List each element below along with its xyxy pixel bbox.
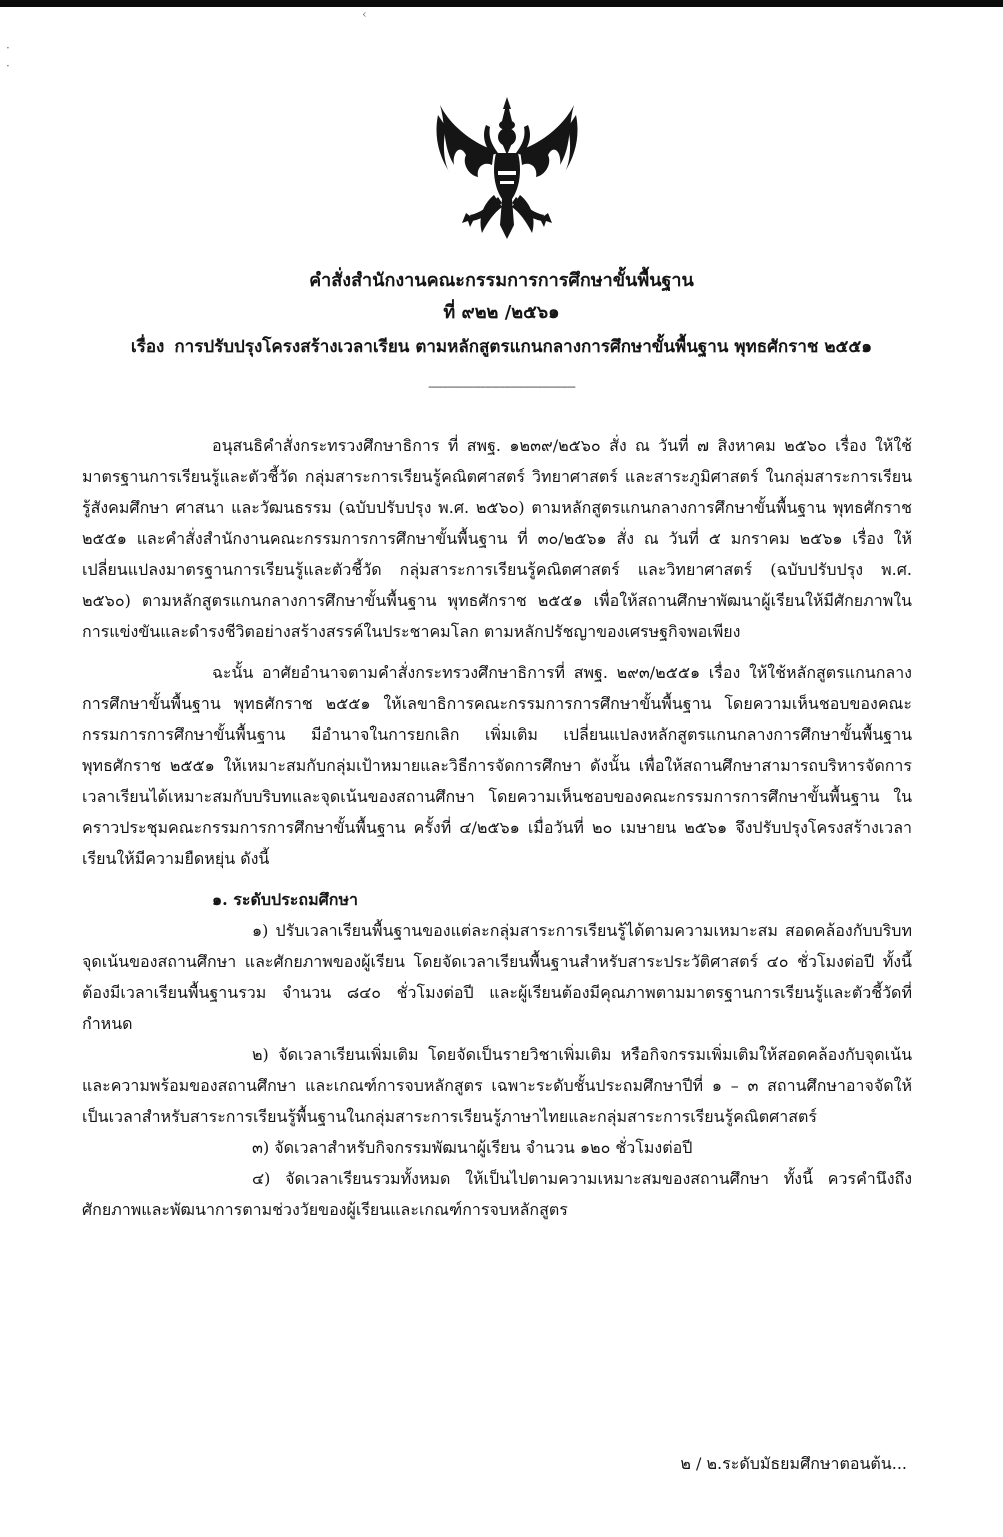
scan-artifact-mark: ‹ <box>362 7 367 21</box>
section-1-item-3: ๓) จัดเวลาสำหรับกิจกรรมพัฒนาผู้เรียน จำนวน ๑๒๐ ชั่วโมงต่อปี <box>252 1138 693 1157</box>
scan-artifact-dot: · <box>6 41 10 55</box>
body-paragraph-2: ฉะนั้น อาศัยอำนาจตามคำสั่งกระทรวงศึกษาธิการที่ สพฐ. ๒๙๓/๒๕๕๑ เรื่อง ให้ใช้หลักสูตรแกนกลางการศึกษาขั้นพื้นฐาน พุทธศักราช ๒๕๕๑ ให้เลขาธิการคณะกรรมการการศึกษาขั้นพื้นฐาน โดยความเห็นชอบของคณะกรรมการการศึกษาขั้นพื้นฐาน มีอำนาจในการยกเลิก เพิ่มเติม เปลี่ยนแปลงหลักสูตรแกนกลางการศึกษาขั้นพื้นฐาน พุทธศักราช ๒๕๕๑ ให้เหมาะสมกับกลุ่มเป้าหมายและวิธีการจัดการศึกษา ดังนั้น เพื่อให้สถานศึกษาสามารถบริหารจัดการเวลาเรียนได้เหมาะสมกับบริบทและจุดเน้นของสถานศึกษา โดยความเห็นชอบของคณะกรรมการการศึกษาขั้นพื้นฐาน ในคราวประชุมคณะกรรมการการศึกษาขั้นพื้นฐาน ครั้งที่ ๔/๒๕๖๑ เมื่อวันที่ ๒๐ เมษายน ๒๕๖๑ จึงปรับปรุงโครงสร้างเวลาเรียนให้มีความยืดหยุ่น ดังนี้ <box>82 663 912 868</box>
document-body <box>82 430 912 1225</box>
page-continuation: ๒ / ๒.ระดับมัธยมศึกษาตอนต้น... <box>680 1454 907 1473</box>
section-1-item-2: ๒) จัดเวลาเรียนเพิ่มเติม โดยจัดเป็นรายวิชาเพิ่มเติม หรือกิจกรรมเพิ่มเติมให้สอดคล้องกับจุดเน้นและความพร้อมของสถานศึกษา และเกณฑ์การจบหลักสูตร เฉพาะระดับชั้นประถมศึกษาปีที่ ๑ – ๓ สถานศึกษาอาจจัดให้เป็นเวลาสำหรับสาระการเรียนรู้พื้นฐานในกลุ่มสาระการเรียนรู้ภาษาไทยและกลุ่มสาระการเรียนรู้คณิตศาสตร์ <box>82 1045 912 1126</box>
subject-text: การปรับปรุงโครงสร้างเวลาเรียน ตามหลักสูตรแกนกลางการศึกษาขั้นพื้นฐาน พุทธศักราช ๒๕๕๑ <box>174 337 873 357</box>
scan-artifact-dot: · <box>6 59 10 73</box>
section-1-item-1: ๑) ปรับเวลาเรียนพื้นฐานของแต่ละกลุ่มสาระการเรียนรู้ได้ตามความเหมาะสม สอดคล้องกับบริบท จุดเน้นของสถานศึกษา และศักยภาพของผู้เรียน โดยจัดเวลาเรียนพื้นฐานสำหรับสาระประวัติศาสตร์ ๔๐ ชั่วโมงต่อปี ทั้งนี้ ต้องมีเวลาเรียนพื้นฐานรวม จำนวน ๘๔๐ ชั่วโมงต่อปี และผู้เรียนต้องมีคุณภาพตามมาตรฐานการเรียนรู้และตัวชี้วัดที่กำหนด <box>82 921 912 1033</box>
section-1-item-4: ๔) จัดเวลาเรียนรวมทั้งหมด ให้เป็นไปตามความเหมาะสมของสถานศึกษา ทั้งนี้ ควรคำนึงถึงศักยภาพและพัฒนาการตามช่วงวัยของผู้เรียนและเกณฑ์การจบหลักสูตร <box>82 1169 912 1219</box>
section-1-heading: ๑. ระดับประถมศึกษา <box>212 890 358 909</box>
subject-label: เรื่อง <box>130 337 165 357</box>
header-separator: ------------------------------------------------------ <box>428 380 575 393</box>
garuda-emblem-icon <box>432 95 582 245</box>
order-title: คำสั่งสำนักงานคณะกรรมการการศึกษาขั้นพื้นฐาน <box>309 270 694 291</box>
order-subject <box>0 333 1003 360</box>
order-number: ที่ ๙๒๒ /๒๕๖๑ <box>443 302 560 323</box>
body-paragraph-1: อนุสนธิคำสั่งกระทรวงศึกษาธิการ ที่ สพฐ. ๑๒๓๙/๒๕๖๐ สั่ง ณ วันที่ ๗ สิงหาคม ๒๕๖๐ เรื่อง ให้ใช้มาตรฐานการเรียนรู้และตัวชี้วัด กลุ่มสาระการเรียนรู้คณิตศาสตร์ วิทยาศาสตร์ และสาระภูมิศาสตร์ ในกลุ่มสาระการเรียนรู้สังคมศึกษา ศาสนา และวัฒนธรรม (ฉบับปรับปรุง พ.ศ. ๒๕๖๐) ตามหลักสูตรแกนกลางการศึกษาขั้นพื้นฐาน พุทธศักราช ๒๕๕๑ และคำสั่งสำนักงานคณะกรรมการการศึกษาขั้นพื้นฐาน ที่ ๓๐/๒๕๖๑ สั่ง ณ วันที่ ๕ มกราคม ๒๕๖๑ เรื่อง ให้เปลี่ยนแปลงมาตรฐานการเรียนรู้และตัวชี้วัด กลุ่มสาระการเรียนรู้คณิตศาสตร์ และวิทยาศาสตร์ (ฉบับปรับปรุง พ.ศ. ๒๕๖๐) ตามหลักสูตรแกนกลางการศึกษาขั้นพื้นฐาน พุทธศักราช ๒๕๕๑ เพื่อให้สถานศึกษาพัฒนาผู้เรียนให้มีศักยภาพในการแข่งขันและดำรงชีวิตอย่างสร้างสรรค์ในประชาคมโลก ตามหลักปรัชญาของเศรษฐกิจพอเพียง <box>82 436 912 641</box>
